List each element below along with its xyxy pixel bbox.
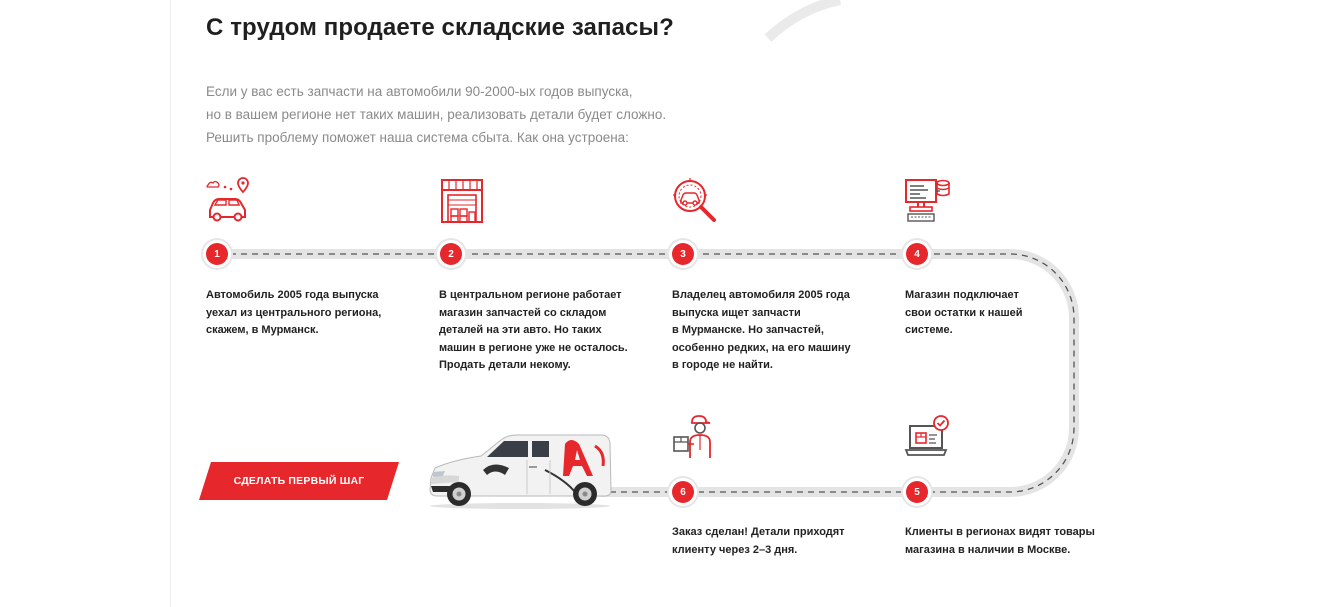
step-text-line: В центральном регионе работает xyxy=(439,289,622,301)
step-text-line: особенно редких, на его машину xyxy=(672,341,851,354)
warehouse-icon xyxy=(438,176,486,224)
intro-line: Решить проблему поможет наша система сбыта. Как она устроена: xyxy=(206,130,629,145)
car-location-icon xyxy=(204,176,252,224)
step-description xyxy=(905,287,1023,340)
step-text-line: скажем, в Мурманск. xyxy=(206,324,319,336)
step-description xyxy=(905,524,1095,559)
computer-database-icon xyxy=(904,176,952,224)
step-text-line: машин в регионе уже не осталось. xyxy=(439,341,628,354)
intro-line: но в вашем регионе нет таких машин, реализовать детали будет сложно. xyxy=(206,107,667,122)
step-text-line: свои остатки к нашей xyxy=(905,306,1023,319)
step-text-line: в Мурманске. Но запчастей, xyxy=(672,324,824,336)
step-text-line: Продать детали некому. xyxy=(439,359,571,371)
step-number: 2 xyxy=(448,248,454,260)
step-text-line: Клиенты в регионах видят товары xyxy=(905,526,1095,538)
step-text-line: системе. xyxy=(905,324,953,336)
step-description xyxy=(672,524,845,559)
step-marker xyxy=(672,481,694,503)
step-number: 3 xyxy=(680,248,686,260)
step-text-line: клиенту через 2–3 дня. xyxy=(672,543,798,556)
step-description xyxy=(672,287,851,375)
step-description xyxy=(206,287,381,340)
step-number: 5 xyxy=(914,486,920,498)
step-text-line: Владелец автомобиля 2005 года xyxy=(672,289,850,301)
step-text-line: в городе не найти. xyxy=(672,359,773,371)
intro-line: Если у вас есть запчасти на автомобили 90-2000-ых годов выпуска, xyxy=(206,84,633,99)
laptop-shop-icon xyxy=(904,414,952,462)
step-text-line: магазин запчастей со складом xyxy=(439,306,607,319)
step-description xyxy=(439,287,628,375)
magnifier-car-icon xyxy=(670,176,718,224)
step-number: 4 xyxy=(914,248,920,260)
page-title: С трудом продаете складские запасы? xyxy=(206,14,674,41)
delivery-van-image xyxy=(425,430,615,510)
step-text-line: уехал из центрального региона, xyxy=(206,306,382,319)
first-step-button[interactable] xyxy=(199,462,399,500)
step-marker xyxy=(906,243,928,265)
step-text-line: Заказ сделан! Детали приходят xyxy=(672,526,845,538)
step-text-line: деталей на эти авто. Но таких xyxy=(439,324,602,336)
step-text-line: магазина в наличии в Москве. xyxy=(905,543,1071,556)
step-text-line: Автомобиль 2005 года выпуска xyxy=(206,289,379,301)
step-marker xyxy=(206,243,228,265)
first-step-button-label: СДЕЛАТЬ ПЕРВЫЙ ШАГ xyxy=(233,475,365,487)
step-marker xyxy=(906,481,928,503)
step-number: 6 xyxy=(680,486,686,498)
step-marker xyxy=(672,243,694,265)
step-text-line: Магазин подключает xyxy=(905,289,1019,301)
step-marker xyxy=(440,243,462,265)
step-text-line: выпуска ищет запчасти xyxy=(672,306,801,319)
courier-delivery-icon xyxy=(670,414,718,462)
step-number: 1 xyxy=(214,248,220,260)
